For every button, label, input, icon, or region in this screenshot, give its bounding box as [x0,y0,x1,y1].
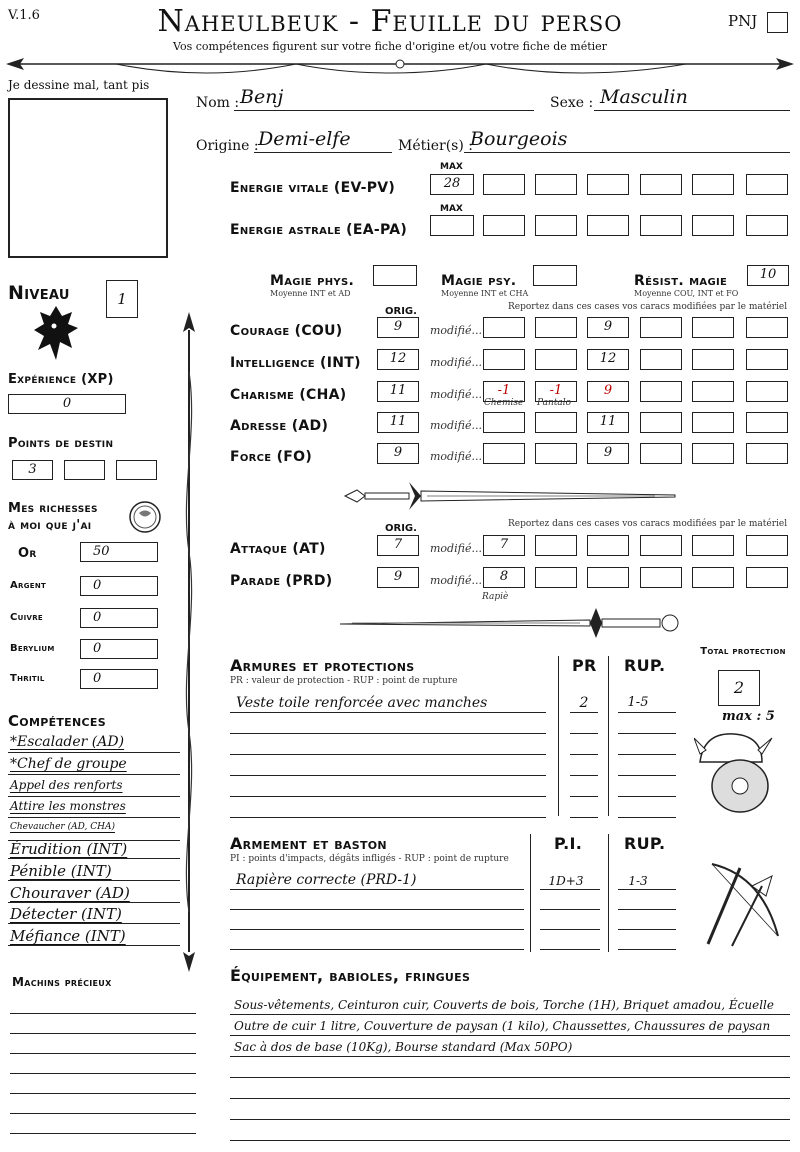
arme-pi[interactable]: 1D+3 [548,874,584,888]
carac-label: Intelligence (INT) [230,355,361,371]
prd-label: Parade (PRD) [230,573,333,589]
arme-pi-line [540,929,600,930]
richesse-value: 0 [93,641,102,656]
machin-line [10,1093,196,1094]
arme-pi-line [540,909,600,910]
competence-line [8,774,180,775]
arme-line [230,949,524,950]
carac-mod-box[interactable] [640,349,682,370]
carac-mod-box[interactable] [746,317,788,338]
carac-orig-box[interactable] [377,349,419,370]
competence-line [8,880,180,881]
xp-label: Expérience (XP) [8,372,114,387]
equipement-line [230,1098,790,1099]
richesse-label: Argent [10,580,47,591]
prd-mod-box[interactable] [692,567,734,588]
total-protection-label [700,646,786,658]
metier-value[interactable]: Bourgeois [470,128,568,150]
machins-title: Machins précieux [12,975,112,989]
armure-rup-line [618,712,676,713]
armure-pr-line [570,733,598,734]
nom-label: Nom : [196,95,240,111]
ev-box-1[interactable] [483,174,525,195]
coin-icon [128,500,162,534]
ea-box-3[interactable] [587,215,629,236]
equipement-line [230,1140,790,1141]
metier-line [464,152,790,153]
carac-modifie-label: modifié... [430,450,482,463]
armure-line [230,796,546,797]
richesse-label: Berylium [10,643,55,654]
carac-mod-box[interactable] [587,412,629,433]
carac-orig-value: 11 [389,414,407,429]
arme-line [230,929,524,930]
machin-line [10,1073,196,1074]
carac-orig-box[interactable] [377,443,419,464]
armure-pr-line [570,796,598,797]
carac-mod-value: -1 [549,383,563,398]
ea-box-5[interactable] [692,215,734,236]
niveau-label: Niveau [8,282,70,304]
prd-orig-box[interactable] [377,567,419,588]
armure-pr-line [570,775,598,776]
carac-mod-box[interactable] [746,443,788,464]
total-protection-label-text: Total protection [700,646,786,657]
resist-magie-box[interactable]: 10 [747,265,789,286]
ea-box-6[interactable] [746,215,788,236]
carac-mod-value: 9 [603,383,613,398]
carac-mod-box[interactable] [746,381,788,402]
armure-line [230,733,546,734]
carac-label: Adresse (AD) [230,418,329,434]
total-protection-box[interactable]: 2 [718,670,760,706]
helmet-shield-icon [694,726,778,814]
ev-max-label: MAX [440,162,463,172]
armure-name[interactable]: Veste toile renforcée avec manches [236,695,488,711]
machin-line [10,1133,196,1134]
armures-title: Armures et protections [230,656,415,675]
arme-rup-line [618,909,676,910]
carac-orig-box[interactable] [377,381,419,402]
armure-line [230,712,546,713]
prd-mod-box[interactable] [483,567,525,588]
richesse-label: Thritil [10,673,45,684]
richesse-label: Or [18,546,37,561]
pnj-checkbox[interactable] [767,12,788,33]
armure-rup[interactable]: 1-5 [627,695,649,710]
armure-rup-line [618,733,676,734]
nom-value[interactable]: Benj [240,86,284,108]
carac-mod-box[interactable] [640,317,682,338]
magie-psy-box[interactable] [533,265,577,286]
ea-box-4[interactable] [640,215,682,236]
competence-line [8,923,180,924]
ea-label: Energie astrale (EA-PA) [230,222,408,238]
armement-divider-2 [608,834,609,952]
ev-box-5[interactable] [692,174,734,195]
armures-rup-label: RUP. [624,656,666,675]
competence-item[interactable]: Détecter (INT) [10,905,122,923]
richesse-value: 0 [93,610,102,625]
prd-orig-value: 9 [393,569,403,584]
sword-decoration-1 [335,478,685,514]
competence-line [8,902,180,903]
richesse-value: 50 [93,544,110,559]
carac-modifie-label: modifié... [430,356,482,369]
armure-line [230,754,546,755]
at-orig-box[interactable] [377,535,419,556]
caracs-orig-label: ORIG. [385,306,417,317]
carac-mod-box[interactable] [587,381,629,402]
equipement-line [230,1119,790,1120]
arme-rup[interactable]: 1-3 [628,874,648,888]
armures-pr-label: PR [572,656,597,675]
carac-modifie-label: modifié... [430,388,482,401]
combat-orig-label: ORIG. [385,523,417,534]
dragon-icon [32,302,80,364]
carac-mod-box[interactable] [535,349,577,370]
prd-mod-box[interactable] [746,567,788,588]
spear-divider-decoration [6,52,794,80]
competence-line [8,858,180,859]
competence-item[interactable]: Érudition (INT) [10,840,128,858]
arme-rup-line [618,949,676,950]
at-mod-box[interactable] [483,535,525,556]
arme-rup-line [618,889,676,890]
machin-line [10,1013,196,1014]
at-label: Attaque (AT) [230,541,326,557]
ev-box-4[interactable] [640,174,682,195]
ea-box-2[interactable] [535,215,577,236]
ev-box-3[interactable] [587,174,629,195]
at-mod-box[interactable] [692,535,734,556]
magie-phys-box[interactable] [373,265,417,286]
carac-mod-box[interactable] [535,443,577,464]
arme-line [230,909,524,910]
sexe-value[interactable]: Masculin [600,86,688,108]
carac-mod-box[interactable] [483,317,525,338]
magie-psy-sub: Moyenne INT et CHA [441,289,529,298]
resist-magie-label: Résist. magie [634,273,728,289]
carac-modifie-label: modifié... [430,324,482,337]
carac-mod-box[interactable] [640,412,682,433]
carac-label: Charisme (CHA) [230,387,347,403]
armures-sub: PR : valeur de protection - RUP : point de rupture [230,676,458,686]
richesse-box[interactable] [80,608,158,628]
carac-mod-box[interactable] [692,443,734,464]
carac-orig-value: 11 [389,383,407,398]
prd-mod-box[interactable] [535,567,577,588]
equipement-line [230,1077,790,1078]
prd-note: Rapiè [482,592,509,602]
carac-mod-box[interactable] [587,317,629,338]
richesse-value: 0 [93,671,102,686]
competences-title: Compétences [8,712,106,730]
arme-name[interactable]: Rapière correcte (PRD-1) [236,872,417,888]
arme-pi-line [540,949,600,950]
carac-label: Courage (COU) [230,323,343,339]
armure-line [230,817,546,818]
armement-rup-label: RUP. [624,834,666,853]
machin-line [10,1113,196,1114]
ev-box-2[interactable] [535,174,577,195]
equipement-text[interactable]: Sac à dos de base (10Kg), Bourse standard (Max 50PO) [234,1040,573,1054]
prd-modifie-label: modifié... [430,574,482,587]
competence-line [8,752,180,753]
carac-mod-value: 11 [599,414,617,429]
combat-report-note: Reportez dans ces cases vos caracs modifiées par le matériel [508,519,788,529]
sexe-line [594,110,790,111]
equipement-line [230,1035,790,1036]
competence-item[interactable]: Chouraver (AD) [10,884,130,902]
at-mod-box[interactable] [746,535,788,556]
sheet-subtitle: Vos compétences figurent sur votre fiche d'origine et/ou votre fiche de métier [173,40,607,53]
max-protection: max : 5 [722,709,775,724]
carac-mod-box[interactable] [692,381,734,402]
competence-line [8,945,180,946]
equipement-line [230,1014,790,1015]
armure-rup-line [618,817,676,818]
version-label: V.1.6 [8,8,40,23]
origine-value[interactable]: Demi-elfe [258,128,351,150]
richesse-box[interactable] [80,669,158,689]
sexe-label: Sexe : [550,95,594,111]
at-modifie-label: modifié... [430,542,482,555]
carac-mod-box[interactable] [535,317,577,338]
armures-divider-2 [608,656,609,816]
carac-mod-box[interactable] [587,349,629,370]
competence-item[interactable]: *Chef de groupe [10,756,127,772]
competence-item[interactable]: Appel des renforts [10,778,123,792]
carac-mod-box[interactable] [746,349,788,370]
carac-mod-box[interactable] [483,443,525,464]
carac-mod-value: -1 [497,383,511,398]
machin-line [10,1033,196,1034]
metier-label: Métier(s) : [398,138,473,154]
carac-mod-box[interactable] [640,443,682,464]
armement-sub: PI : points d'impacts, dégâts infligés - RUP : point de rupture [230,854,509,864]
vertical-spear-decoration [178,312,200,974]
armure-pr[interactable]: 2 [579,695,589,711]
xp-box[interactable]: 0 [8,394,126,414]
carac-orig-value: 9 [393,445,403,460]
at-mod-value: 7 [499,537,509,552]
cha-note-pantalo: Pantalo [537,398,572,408]
sword-decoration-2 [340,604,682,640]
competence-item[interactable]: Pénible (INT) [10,862,112,880]
destin-box-3[interactable] [116,460,157,480]
armement-pi-label: P.I. [554,834,583,853]
carac-mod-box[interactable] [535,412,577,433]
armure-pr-line [570,754,598,755]
carac-orig-value: 12 [389,351,407,366]
armure-pr-line [570,712,598,713]
at-mod-box[interactable] [535,535,577,556]
portrait-caption: Je dessine mal, tant pis [8,78,150,92]
niveau-box[interactable]: 1 [106,280,138,318]
armement-divider-1 [530,834,531,952]
machin-line [10,1053,196,1054]
richesses-label-1: Mes richesses [8,501,98,516]
carac-mod-value: 9 [603,319,613,334]
carac-mod-box[interactable] [746,412,788,433]
magie-psy-label: Magie psy. [441,273,517,289]
cha-note-chemise: Chemise [484,398,524,408]
magie-phys-sub: Moyenne INT et AD [270,289,351,298]
prd-mod-box[interactable] [587,567,629,588]
resist-magie-sub: Moyenne COU, INT et FO [634,289,739,298]
carac-mod-box[interactable] [483,412,525,433]
destin-box-1[interactable]: 3 [12,460,53,480]
carac-mod-box[interactable] [483,349,525,370]
richesse-box[interactable] [80,542,158,562]
origine-label: Origine : [196,138,259,154]
competence-item[interactable]: Chevaucher (AD, CHA) [10,822,115,832]
carac-modifie-label: modifié... [430,419,482,432]
nom-line [234,110,534,111]
caracs-report-note: Reportez dans ces cases vos caracs modifiées par le matériel [508,302,788,312]
competence-item[interactable]: Attire les monstres [10,799,126,813]
origine-line [254,152,392,153]
destin-box-2[interactable] [64,460,105,480]
prd-mod-value: 8 [499,569,509,584]
carac-mod-value: 12 [599,351,617,366]
at-mod-box[interactable] [587,535,629,556]
richesse-value: 0 [93,578,102,593]
carac-mod-box[interactable] [640,381,682,402]
pnj-label: PNJ [728,12,758,30]
arme-pi-line [540,889,600,890]
competence-line [8,817,180,818]
richesse-box[interactable] [80,639,158,659]
armure-rup-line [618,796,676,797]
weapons-icon [692,856,788,952]
equipement-title: Équipement, babioles, fringues [230,966,471,985]
armement-title: Armement et baston [230,834,387,853]
armures-divider-1 [558,656,559,816]
at-orig-value: 7 [393,537,403,552]
carac-orig-value: 9 [393,319,403,334]
ea-max-box[interactable] [430,215,474,236]
carac-mod-box[interactable] [692,349,734,370]
ea-max-label: MAX [440,204,463,214]
armure-rup-line [618,775,676,776]
richesses-label-2: à moi que j'ai [8,518,92,533]
carac-mod-box[interactable] [692,412,734,433]
competence-line [8,796,180,797]
armure-line [230,775,546,776]
armure-rup-line [618,754,676,755]
carac-orig-box[interactable] [377,412,419,433]
at-mod-box[interactable] [640,535,682,556]
sheet-title: Naheulbeuk - Feuille du perso [157,4,623,39]
competence-item[interactable]: Méfiance (INT) [10,927,126,945]
carac-mod-value: 9 [603,445,613,460]
prd-mod-box[interactable] [640,567,682,588]
arme-rup-line [618,929,676,930]
destin-label: Points de destin [8,436,114,451]
carac-mod-box[interactable] [587,443,629,464]
equipement-line [230,1056,790,1057]
portrait-frame[interactable] [8,98,168,258]
ev-max-box[interactable]: 28 [430,174,474,195]
carac-label: Force (FO) [230,449,313,465]
magie-phys-label: Magie phys. [270,273,355,289]
competence-item[interactable]: *Escalader (AD) [10,734,125,750]
equipement-text[interactable]: Outre de cuir 1 litre, Couverture de paysan (1 kilo), Chaussettes, Chaussures de paysan [234,1019,771,1033]
ea-box-1[interactable] [483,215,525,236]
armure-pr-line [570,817,598,818]
arme-line [230,889,524,890]
carac-orig-box[interactable] [377,317,419,338]
richesse-label: Cuivre [10,612,44,623]
equipement-text[interactable]: Sous-vêtements, Ceinturon cuir, Couverts de bois, Torche (1H), Briquet amadou, Écuelle [234,998,774,1012]
carac-mod-box[interactable] [692,317,734,338]
ev-box-6[interactable] [746,174,788,195]
richesse-box[interactable] [80,576,158,596]
ev-label: Energie vitale (EV-PV) [230,180,396,196]
